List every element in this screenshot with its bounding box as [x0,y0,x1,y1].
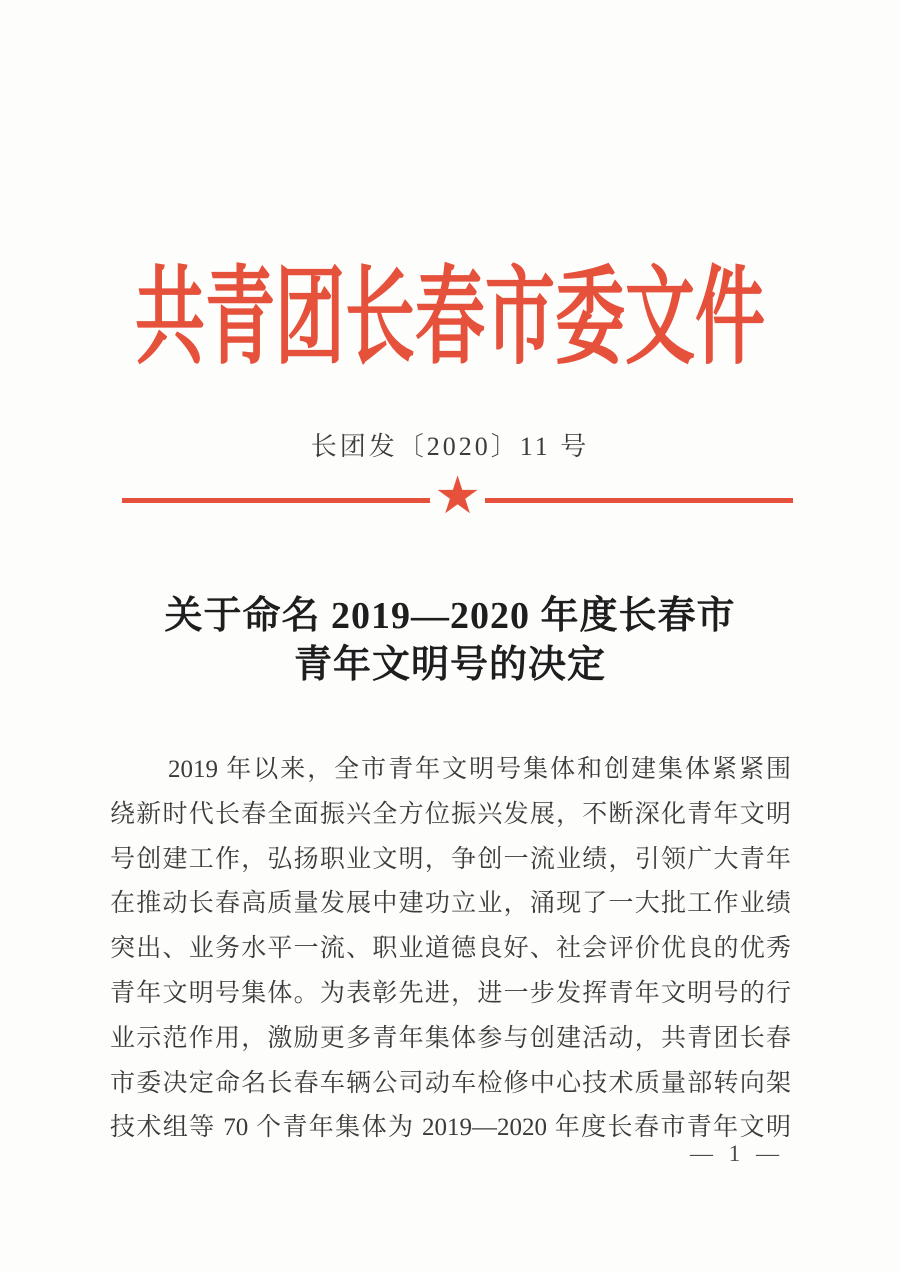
body-line: 在推动长春高质量发展中建功立业，涌现了一大批工作业绩 [110,890,791,918]
document-title-line-1: 关于命名 2019—2020 年度长春市 [164,595,736,637]
body-paragraph [110,748,791,1151]
body-line: 青年文明号集体。为表彰先进，进一步发挥青年文明号的行 [110,979,791,1007]
red-line-right [485,498,793,503]
body-line: 2019 年以来，全市青年文明号集体和创建集体紧紧围 [168,756,791,783]
body-line: 号创建工作，弘扬职业文明，争创一流业绩，引领广大青年 [110,845,791,873]
star-icon: ★ [434,468,481,525]
body-line: 市委决定命名长春车辆公司动车检修中心技术质量部转向架 [110,1069,791,1097]
body-line: 技术组等 70 个青年集体为 2019—2020 年度长春市青年文明 [110,1114,791,1142]
red-line-left [122,498,430,503]
body-line: 业示范作用，激励更多青年集体参与创建活动，共青团长春 [110,1024,791,1052]
document-title-line-2: 青年文明号的决定 [293,644,606,686]
doc-number: 长团发〔2020〕11 号 [310,432,590,461]
letterhead-title: 共青团长春市委文件 [135,260,765,378]
page-number: — 1 — [690,1141,784,1166]
body-line: 突出、业务水平一流、职业道德良好、社会评价优良的优秀 [110,935,791,963]
document-title [0,592,900,690]
body-line: 绕新时代长春全面振兴全方位振兴发展，不断深化青年文明 [110,800,791,828]
red-divider [122,468,793,525]
